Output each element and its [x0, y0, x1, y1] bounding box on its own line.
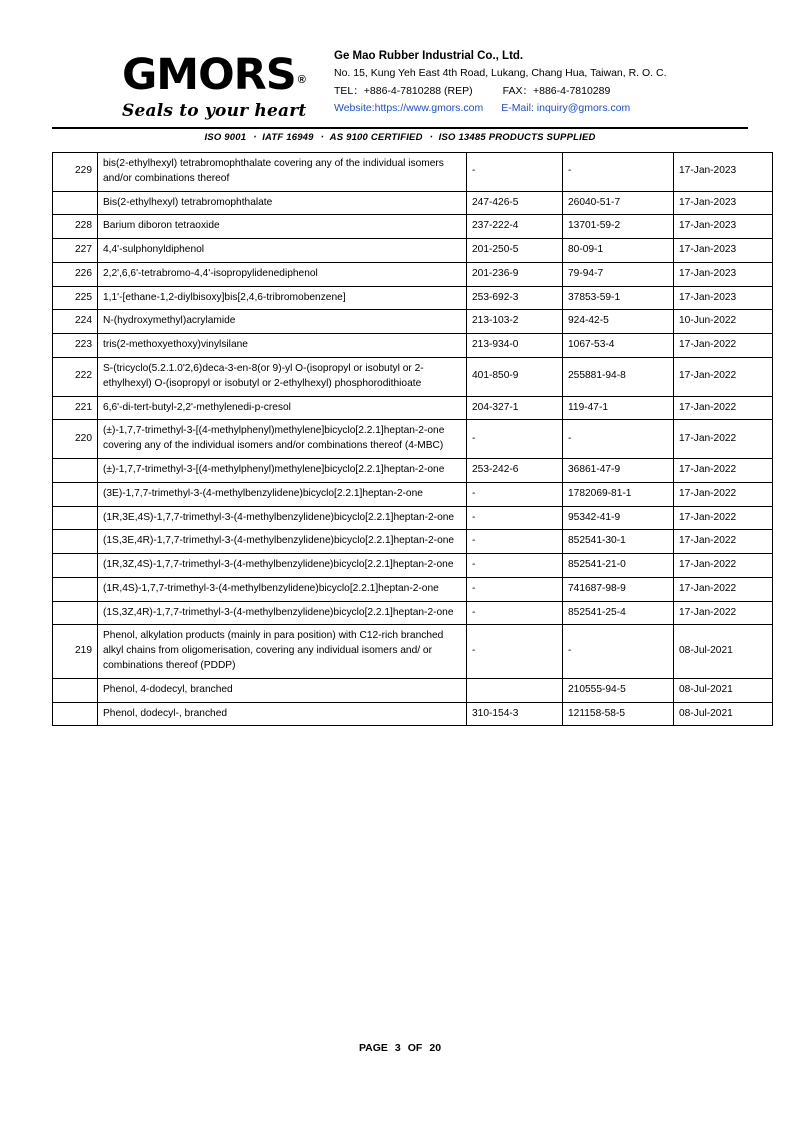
row-date: 08-Jul-2021 — [674, 702, 773, 726]
certification-iatf16949: IATF 16949 — [262, 132, 314, 143]
table-row — [53, 239, 773, 263]
table-row — [53, 482, 773, 506]
row-cas-number: 36861-47-9 — [563, 458, 674, 482]
table-row — [53, 334, 773, 358]
row-number — [53, 678, 98, 702]
table-row — [53, 625, 773, 678]
row-number: 228 — [53, 215, 98, 239]
row-number: 222 — [53, 358, 98, 397]
row-substance-name: Bis(2-ethylhexyl) tetrabromophthalate — [98, 191, 467, 215]
row-number: 225 — [53, 286, 98, 310]
row-ec-number: - — [467, 530, 563, 554]
row-date: 17-Jan-2023 — [674, 239, 773, 263]
company-name: Ge Mao Rubber Industrial Co., Ltd. — [334, 50, 524, 62]
footer-page-number: 3 — [394, 1042, 401, 1054]
row-number — [53, 577, 98, 601]
row-substance-name: (3E)-1,7,7-trimethyl-3-(4-methylbenzylidene)bicyclo[2.2.1]heptan-2-one — [98, 482, 467, 506]
document-header — [52, 48, 748, 121]
row-substance-name: tris(2-methoxyethoxy)vinylsilane — [98, 334, 467, 358]
row-date: 17-Jan-2022 — [674, 482, 773, 506]
table-row — [53, 153, 773, 192]
row-ec-number: 201-250-5 — [467, 239, 563, 263]
row-substance-name: Phenol, dodecyl-, branched — [98, 702, 467, 726]
row-cas-number: 37853-59-1 — [563, 286, 674, 310]
table-row — [53, 506, 773, 530]
table-row — [53, 262, 773, 286]
logo-tagline: Seals to your heart — [122, 101, 307, 121]
certification-iso13485: ISO 13485 PRODUCTS SUPPLIED — [438, 132, 596, 143]
company-email[interactable]: E-Mail: inquiry@gmors.com — [501, 102, 631, 114]
row-substance-name: bis(2-ethylhexyl) tetrabromophthalate covering any of the individual isomers and/or combinations thereof — [98, 153, 467, 192]
row-ec-number — [467, 678, 563, 702]
row-substance-name: (±)-1,7,7-trimethyl-3-[(4-methylphenyl)methylene]bicyclo[2.2.1]heptan-2-one — [98, 458, 467, 482]
table-row — [53, 702, 773, 726]
row-cas-number: 1067-53-4 — [563, 334, 674, 358]
row-date: 17-Jan-2023 — [674, 153, 773, 192]
row-cas-number: 79-94-7 — [563, 262, 674, 286]
substances-table — [52, 152, 773, 726]
logo-wordmark — [122, 50, 334, 100]
row-ec-number: 201-236-9 — [467, 262, 563, 286]
row-number: 226 — [53, 262, 98, 286]
row-date: 08-Jul-2021 — [674, 678, 773, 702]
row-substance-name: (±)-1,7,7-trimethyl-3-[(4-methylphenyl)methylene]bicyclo[2.2.1]heptan-2-one covering any of the individual isomers and/or combinations thereof (4-MBC) — [98, 420, 467, 459]
registered-trademark-icon: ® — [297, 73, 306, 86]
row-ec-number: 213-103-2 — [467, 310, 563, 334]
row-number: 224 — [53, 310, 98, 334]
row-date: 17-Jan-2023 — [674, 191, 773, 215]
company-address: No. 15, Kung Yeh East 4th Road, Lukang, Chang Hua, Taiwan, R. O. C. — [334, 67, 667, 79]
row-cas-number: 80-09-1 — [563, 239, 674, 263]
row-number: 219 — [53, 625, 98, 678]
row-substance-name: (1R,3Z,4S)-1,7,7-trimethyl-3-(4-methylbenzylidene)bicyclo[2.2.1]heptan-2-one — [98, 554, 467, 578]
row-ec-number: 401-850-9 — [467, 358, 563, 397]
row-ec-number: - — [467, 482, 563, 506]
certification-iso9001: ISO 9001 — [204, 132, 247, 143]
row-cas-number: 119-47-1 — [563, 396, 674, 420]
row-date: 17-Jan-2023 — [674, 286, 773, 310]
row-date: 17-Jan-2022 — [674, 334, 773, 358]
row-date: 08-Jul-2021 — [674, 625, 773, 678]
row-number: 227 — [53, 239, 98, 263]
row-date: 17-Jan-2022 — [674, 554, 773, 578]
row-cas-number: 210555-94-5 — [563, 678, 674, 702]
row-substance-name: 6,6'-di-tert-butyl-2,2'-methylenedi-p-cresol — [98, 396, 467, 420]
row-substance-name: 1,1'-[ethane-1,2-diylbisoxy]bis[2,4,6-tribromobenzene] — [98, 286, 467, 310]
row-substance-name: (1S,3E,4R)-1,7,7-trimethyl-3-(4-methylbenzylidene)bicyclo[2.2.1]heptan-2-one — [98, 530, 467, 554]
row-substance-name: Barium diboron tetraoxide — [98, 215, 467, 239]
row-ec-number: - — [467, 577, 563, 601]
substances-table-body — [53, 153, 773, 726]
row-number: 221 — [53, 396, 98, 420]
row-cas-number: 95342-41-9 — [563, 506, 674, 530]
row-cas-number: - — [563, 153, 674, 192]
company-contact-web — [334, 102, 748, 114]
row-cas-number: 255881-94-8 — [563, 358, 674, 397]
table-row — [53, 215, 773, 239]
row-number — [53, 191, 98, 215]
table-row — [53, 420, 773, 459]
page-footer — [0, 1042, 800, 1054]
row-number — [53, 506, 98, 530]
row-date: 17-Jan-2022 — [674, 577, 773, 601]
company-tel: TEL：+886-4-7810288 (REP) — [334, 85, 473, 97]
row-cas-number: 852541-25-4 — [563, 601, 674, 625]
table-row — [53, 358, 773, 397]
row-cas-number: 121158-58-5 — [563, 702, 674, 726]
table-row — [53, 530, 773, 554]
row-ec-number: 213-934-0 — [467, 334, 563, 358]
row-substance-name: (1R,4S)-1,7,7-trimethyl-3-(4-methylbenzylidene)bicyclo[2.2.1]heptan-2-one — [98, 577, 467, 601]
row-cas-number: 26040-51-7 — [563, 191, 674, 215]
row-date: 10-Jun-2022 — [674, 310, 773, 334]
row-cas-number: - — [563, 420, 674, 459]
table-row — [53, 286, 773, 310]
row-substance-name: (1S,3Z,4R)-1,7,7-trimethyl-3-(4-methylbenzylidene)bicyclo[2.2.1]heptan-2-one — [98, 601, 467, 625]
footer-of-label: OF — [407, 1042, 423, 1054]
footer-page-label: PAGE — [358, 1042, 388, 1054]
row-substance-name: S-(tricyclo(5.2.1.0'2,6)deca-3-en-8(or 9)-yl O-(isopropyl or isobutyl or 2-ethylhexyl) O-(isopropyl or isobutyl or 2-ethylhexyl) phosphorodithioate — [98, 358, 467, 397]
row-number — [53, 554, 98, 578]
row-substance-name: 2,2',6,6'-tetrabromo-4,4'-isopropylidenediphenol — [98, 262, 467, 286]
row-date: 17-Jan-2023 — [674, 262, 773, 286]
row-ec-number: - — [467, 153, 563, 192]
row-number — [53, 530, 98, 554]
row-ec-number: 253-242-6 — [467, 458, 563, 482]
row-number — [53, 458, 98, 482]
row-cas-number: 852541-21-0 — [563, 554, 674, 578]
table-row — [53, 191, 773, 215]
logo-text: GMORS — [122, 50, 296, 100]
certifications-bar: ISO 9001 ‧ IATF 16949 ‧ AS 9100 CERTIFIED ‧ ISO 13485 PRODUCTS SUPPLIED — [52, 127, 748, 143]
row-ec-number: 237-222-4 — [467, 215, 563, 239]
company-fax: FAX：+886-4-7810289 — [502, 85, 611, 97]
row-date: 17-Jan-2022 — [674, 396, 773, 420]
table-row — [53, 577, 773, 601]
row-date: 17-Jan-2022 — [674, 420, 773, 459]
row-cas-number: 741687-98-9 — [563, 577, 674, 601]
row-date: 17-Jan-2022 — [674, 530, 773, 554]
row-ec-number: 204-327-1 — [467, 396, 563, 420]
row-substance-name: N-(hydroxymethyl)acrylamide — [98, 310, 467, 334]
row-ec-number: - — [467, 554, 563, 578]
row-ec-number: 253-692-3 — [467, 286, 563, 310]
row-cas-number: 852541-30-1 — [563, 530, 674, 554]
row-ec-number: - — [467, 625, 563, 678]
row-date: 17-Jan-2023 — [674, 215, 773, 239]
row-cas-number: 924-42-5 — [563, 310, 674, 334]
company-info — [334, 48, 748, 118]
certification-as9100: AS 9100 CERTIFIED — [329, 132, 423, 143]
row-date: 17-Jan-2022 — [674, 506, 773, 530]
row-substance-name: Phenol, 4-dodecyl, branched — [98, 678, 467, 702]
row-cas-number: 13701-59-2 — [563, 215, 674, 239]
row-number: 229 — [53, 153, 98, 192]
row-number: 223 — [53, 334, 98, 358]
row-cas-number: 1782069-81-1 — [563, 482, 674, 506]
table-row — [53, 396, 773, 420]
table-row — [53, 458, 773, 482]
row-number — [53, 702, 98, 726]
row-cas-number: - — [563, 625, 674, 678]
row-ec-number: - — [467, 506, 563, 530]
row-substance-name: 4,4'-sulphonyldiphenol — [98, 239, 467, 263]
row-ec-number: 247-426-5 — [467, 191, 563, 215]
table-row — [53, 310, 773, 334]
company-website-link[interactable]: Website:https://www.gmors.com — [334, 102, 484, 114]
footer-total-pages: 20 — [429, 1042, 442, 1054]
row-substance-name: (1R,3E,4S)-1,7,7-trimethyl-3-(4-methylbenzylidene)bicyclo[2.2.1]heptan-2-one — [98, 506, 467, 530]
row-number: 220 — [53, 420, 98, 459]
row-date: 17-Jan-2022 — [674, 358, 773, 397]
row-ec-number: - — [467, 601, 563, 625]
table-row — [53, 554, 773, 578]
row-number — [53, 482, 98, 506]
row-date: 17-Jan-2022 — [674, 601, 773, 625]
table-row — [53, 601, 773, 625]
table-row — [53, 678, 773, 702]
row-substance-name: Phenol, alkylation products (mainly in para position) with C12-rich branched alkyl chains from oligomerisation, covering any individual isomers and/ or combinations thereof (PDDP) — [98, 625, 467, 678]
company-contact-phone — [334, 83, 748, 98]
row-ec-number: - — [467, 420, 563, 459]
row-number — [53, 601, 98, 625]
row-ec-number: 310-154-3 — [467, 702, 563, 726]
row-date: 17-Jan-2022 — [674, 458, 773, 482]
company-logo — [122, 48, 334, 121]
